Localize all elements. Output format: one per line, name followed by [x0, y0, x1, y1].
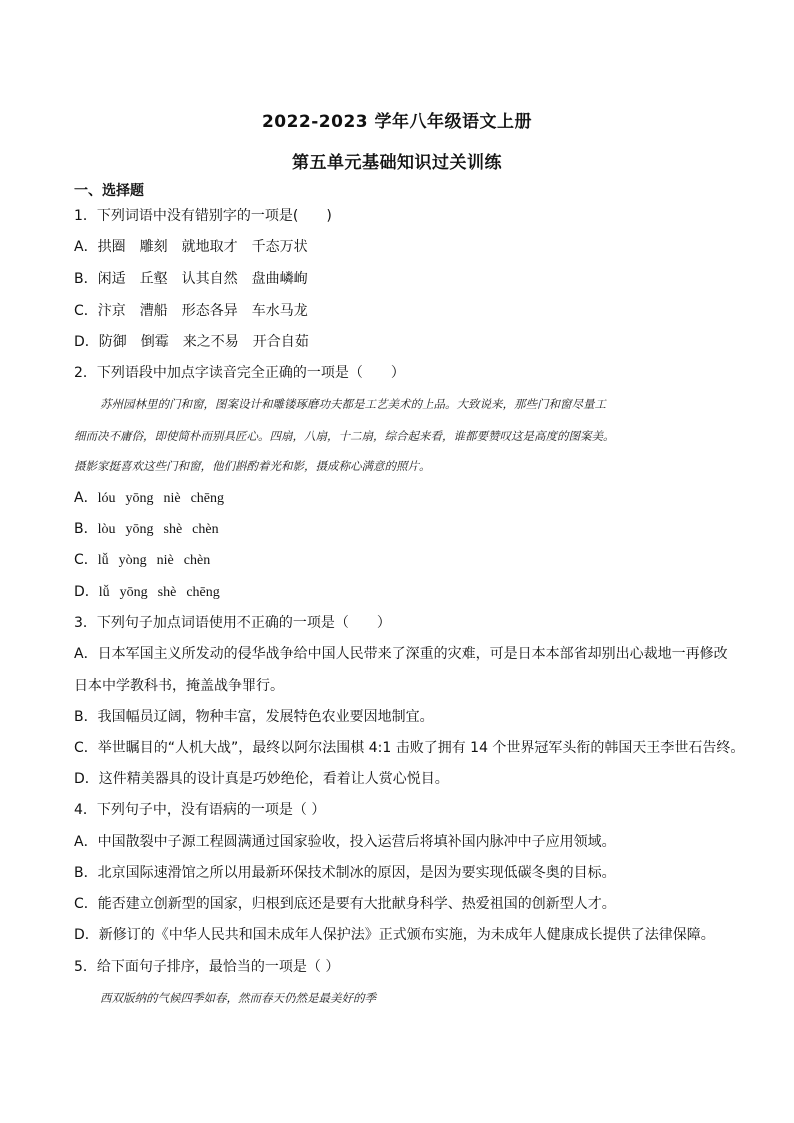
question-3-option-a: A．日本军国主义所发动的侵华战争给中国人民带来了深重的灾难，可是日本本部省却别出心裁地一再修改 [74, 646, 728, 662]
option-label: A． [74, 490, 98, 506]
question-1-option-c: C．汴京 漕船 形态各异 车水马龙 [74, 303, 308, 319]
question-3-option-b: B．我国幅员辽阔，物种丰富，发展特色农业要因地制宜。 [74, 709, 434, 725]
question-4-stem: 4．下列句子中，没有语病的一项是（ ） [74, 802, 326, 818]
question-5-stem: 5．给下面句子排序，最恰当的一项是（ ） [74, 959, 340, 975]
pinyin: yōng [125, 522, 154, 537]
question-4-option-b: B．北京国际速滑馆之所以用最新环保技术制冰的原因，是因为要实现低碳冬奥的目标。 [74, 865, 616, 881]
pinyin-list [98, 522, 229, 537]
question-4-option-c: C．能否建立创新型的国家，归根到底还是要有大批献身科学、热爱祖国的创新型人才。 [74, 896, 616, 912]
question-3-option-c: C．举世瞩目的“人机大战”，最终以阿尔法围棋 4:1 击败了拥有 14 个世界冠军头衔的韩国天王李世石告终。 [74, 740, 745, 756]
question-4-option-d: D．新修订的《中华人民共和国未成年人保护法》正式颁布实施，为未成年人健康成长提供了法律保障。 [74, 927, 715, 943]
question-3-option-a-cont: 日本中学教科书，掩盖战争罪行。 [74, 678, 284, 694]
question-1-option-a: A．拱圈 雕刻 就地取才 千态万状 [74, 239, 308, 255]
question-2-passage-line: 细而决不庸俗，即使简朴而别具匠心。四扇，八扇，十二扇，综合起来看，谁都要赞叹这是高度的图案美。 [74, 429, 615, 443]
question-2-passage-line: 摄影家挺喜欢这些门和窗，他们斟酌着光和影，摄成称心满意的照片。 [74, 459, 431, 473]
pinyin: lòu [97, 522, 116, 537]
section-heading: 一、选择题 [74, 183, 144, 199]
pinyin: shè [157, 585, 177, 600]
question-3-option-d: D．这件精美器具的设计真是巧妙绝伦，看着让人赏心悦目。 [74, 771, 449, 787]
question-2-passage-line: 苏州园林里的门和窗，图案设计和雕镂琢磨功夫都是工艺美术的上品。大致说来，那些门和窗尽量工 [100, 397, 606, 411]
question-4-option-a: A．中国散裂中子源工程圆满通过国家验收，投入运营后将填补国内脉冲中子应用领域。 [74, 834, 616, 850]
pinyin-list [99, 585, 230, 600]
pinyin: chèn [192, 522, 219, 537]
page-title: 2022-2023 学年八年级语文上册 [261, 112, 533, 132]
question-2-option-d [74, 583, 230, 602]
pinyin: chēng [190, 491, 225, 506]
pinyin: chēng [186, 585, 220, 600]
pinyin: yōng [119, 585, 148, 600]
question-2-option-b [74, 520, 229, 539]
question-2-option-c [74, 551, 220, 570]
pinyin: yòng [118, 553, 147, 568]
pinyin: shè [163, 522, 183, 537]
question-3-stem: 3．下列句子加点词语使用不正确的一项是（ ） [74, 615, 391, 631]
option-label: B． [74, 521, 98, 537]
question-2-option-a [74, 489, 234, 508]
pinyin: yōng [125, 491, 154, 506]
pinyin: lóu [97, 491, 116, 506]
question-5-passage-line: 西双版纳的气候四季如春，然而春天仍然是最美好的季 [100, 991, 376, 1005]
pinyin: lǚ [97, 553, 109, 568]
question-1-option-b: B．闲适 丘壑 认其自然 盘曲嶙峋 [74, 271, 308, 287]
option-label: D． [74, 584, 99, 600]
pinyin: lǚ [98, 585, 110, 600]
pinyin-list [98, 553, 220, 568]
question-1-stem: 1．下列词语中没有错别字的一项是( ) [74, 208, 332, 224]
pinyin: chèn [183, 553, 211, 568]
pinyin: niè [156, 553, 174, 568]
pinyin: niè [163, 491, 181, 506]
question-1-option-d: D．防御 倒霉 来之不易 开合自茹 [74, 334, 309, 350]
pinyin-list [98, 491, 234, 506]
page-subtitle: 第五单元基础知识过关训练 [292, 153, 502, 173]
question-2-stem: 2．下列语段中加点字读音完全正确的一项是（ ） [74, 365, 405, 381]
option-label: C． [74, 552, 98, 568]
